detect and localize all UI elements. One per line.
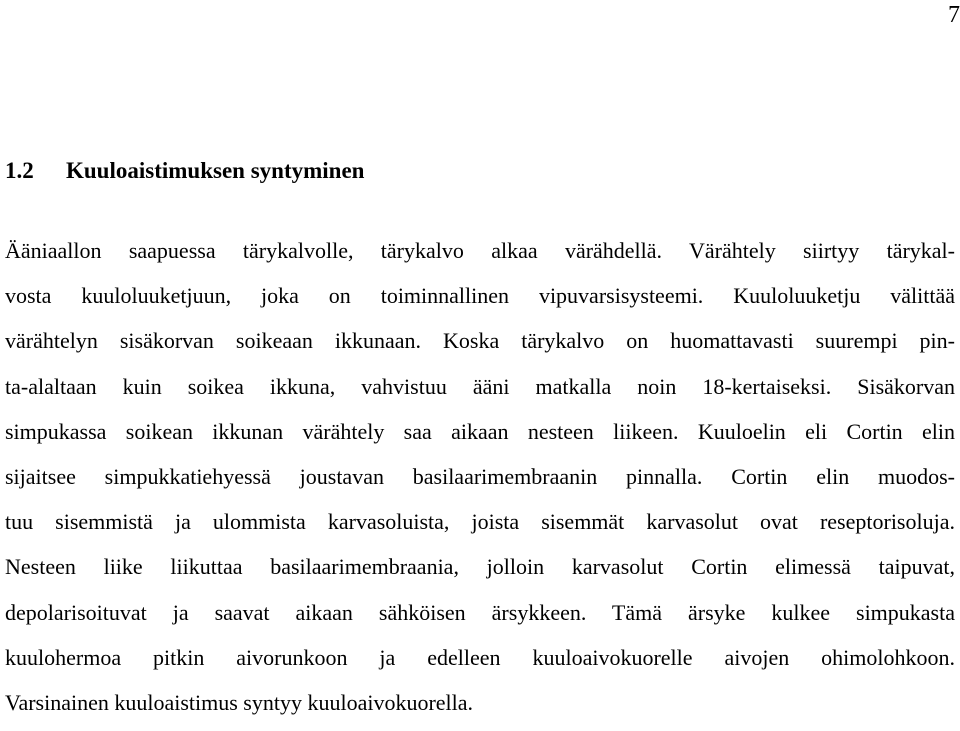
paragraph-line: värähtelyn sisäkorvan soikeaan ikkunaan. Koska tärykalvo on huomattavasti suurempi pin-: [5, 328, 955, 354]
page-number: 7: [948, 2, 960, 28]
paragraph-line: depolarisoituvat ja saavat aikaan sähköisen ärsykkeen. Tämä ärsyke kulkee simpukasta: [5, 599, 955, 625]
paragraph-line: tuu sisemmistä ja ulommista karvasoluista, joista sisemmät karvasolut ovat reseptorisoluja.: [5, 509, 955, 535]
section-title: Kuuloaistimuksen syntyminen: [66, 158, 365, 183]
body-paragraph: [5, 234, 955, 731]
paragraph-line: simpukassa soikean ikkunan värähtely saa aikaan nesteen liikeen. Kuuloelin eli Cortin elin: [5, 418, 955, 444]
paragraph-line: Nesteen liike liikuttaa basilaarimembraania, jolloin karvasolut Cortin elimessä taipuvat,: [5, 554, 955, 580]
paragraph-line: Ääniaallon saapuessa tärykalvolle, tärykalvo alkaa värähdellä. Värähtely siirtyy tärykal-: [5, 238, 955, 263]
section-heading: [5, 156, 364, 186]
paragraph-line: ta-alaltaan kuin soikea ikkuna, vahvistuu ääni matkalla noin 18-kertaiseksi. Sisäkorvan: [5, 373, 955, 399]
paragraph-line: sijaitsee simpukkatiehyessä joustavan basilaarimembraanin pinnalla. Cortin elin muodos-: [5, 463, 955, 489]
paragraph-line: kuulohermoa pitkin aivorunkoon ja edelleen kuuloaivokuorelle aivojen ohimolohkoon.: [5, 644, 955, 670]
paragraph-line: vosta kuuloluuketjuun, joka on toiminnallinen vipuvarsisysteemi. Kuuloluuketju välittää: [5, 283, 955, 309]
paragraph-line: Varsinainen kuuloaistimus syntyy kuuloaivokuorella.: [5, 689, 474, 715]
section-number: 1.2: [5, 158, 34, 183]
